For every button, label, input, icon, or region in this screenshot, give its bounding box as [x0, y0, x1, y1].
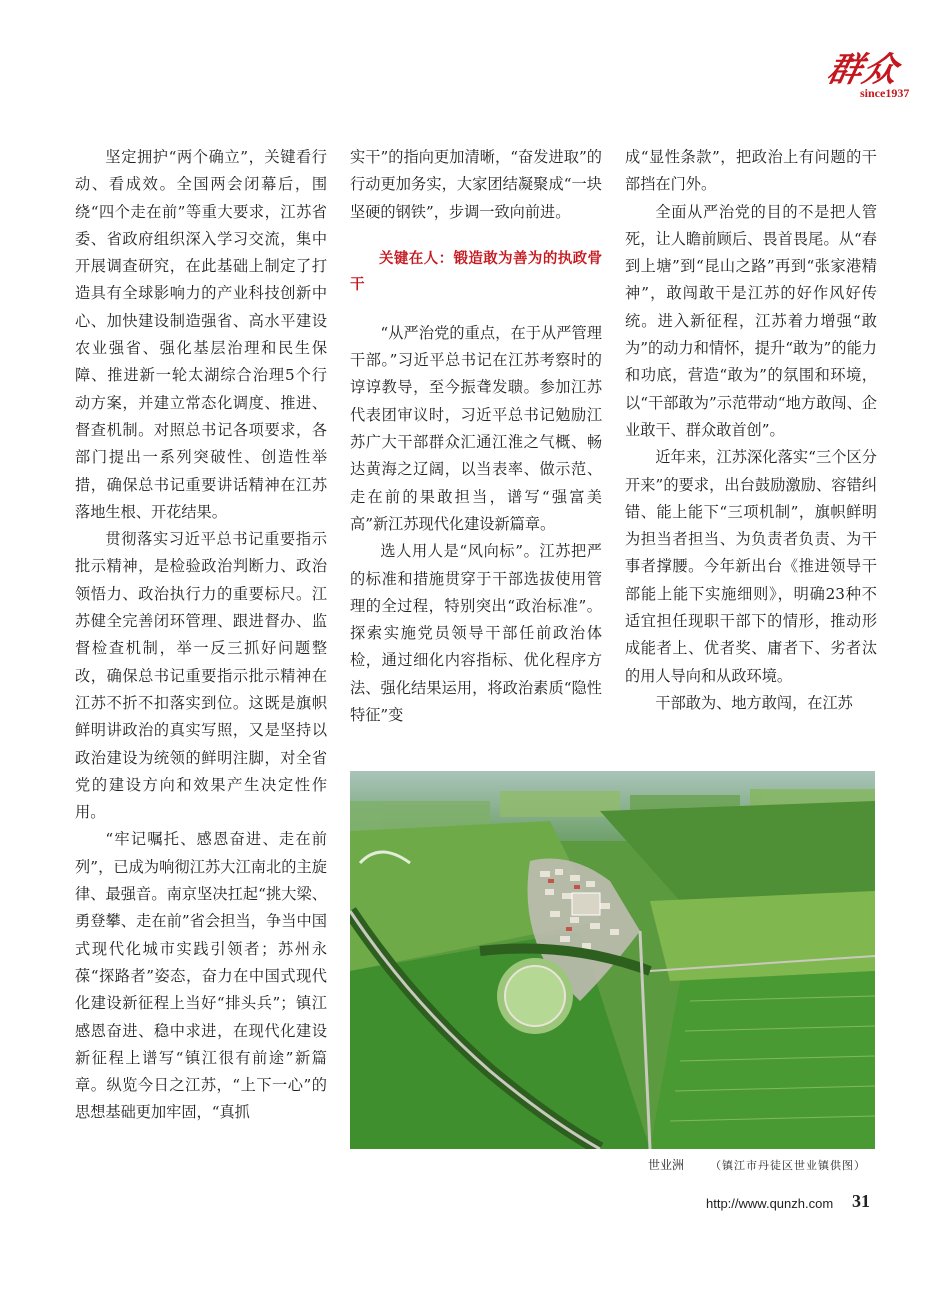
paragraph: 实干”的指向更加清晰，“奋发进取”的行动更加务实，大家团结凝聚成“一块坚硬的钢铁”，步调一致向前进。 — [350, 148, 602, 221]
paragraph: 全面从严治党的目的不是把人管死，让人瞻前顾后、畏首畏尾。从“春到上塘”到“昆山之路”再到“张家港精神”，敢闯敢干是江苏的好作风好传统。进入新征程，江苏着力增强“敢为”的动力和情怀，提升“敢为”的能力和功底，营造“敢为”的氛围和环境，以“干部敢为”示范带动“地方敢闯、企业敢干、群众敢首创”。 — [625, 202, 877, 439]
logo-since: since1937 — [860, 86, 910, 100]
article-column-2 — [350, 144, 602, 729]
paragraph: 干部敢为、地方敢闯，在江苏 — [655, 693, 853, 712]
paragraph: 成“显性条款”，把政治上有问题的干部挡在门外。 — [625, 148, 877, 194]
paragraph: “从严治党的重点，在于从严管理干部。”习近平总书记在江苏考察时的谆谆教导，至今振聋发聩。参加江苏代表团审议时，习近平总书记勉励江苏广大干部群众汇通江淮之气概、畅达黄海之辽阔，以当表率、做示范、走在前的果敢担当，谱写“强富美高”新江苏现代化建设新篇章。 — [350, 323, 602, 533]
caption-credit: （镇江市丹徒区世业镇供图） — [710, 1159, 867, 1172]
footer-url: http://www.qunzh.com — [706, 1196, 834, 1211]
paragraph: 贯彻落实习近平总书记重要指示批示精神，是检验政治判断力、政治领悟力、政治执行力的重要标尺。江苏健全完善闭环管理、跟进督办、监督检查机制，举一反三抓好问题整改，确保总书记重要指示批示精神在江苏不折不扣落实到位。这既是旗帜鲜明讲政治的真实写照，又是坚持以政治建设为统领的鲜明注脚，对全省党的建设方向和效果产生决定性作用。 — [75, 530, 327, 822]
paragraph: “牢记嘱托、感恩奋进、走在前列”，已成为响彻江苏大江南北的主旋律、最强音。南京坚决扛起“挑大梁、勇登攀、走在前”省会担当，争当中国式现代化城市实践引领者；苏州永葆“探路者”姿态，奋力在中国式现代化建设新征程上当好“排头兵”；镇江感恩奋进、稳中求进，在现代化建设新征程上谱写“镇江很有前途”新篇章。纵览今日之江苏，“上下一心”的思想基础更加牢固，“真抓 — [75, 830, 327, 1122]
paragraph: 坚定拥护“两个确立”，关键看行动、看成效。全国两会闭幕后，围绕“四个走在前”等重大要求，江苏省委、省政府组织深入学习交流，集中开展调查研究，在此基础上制定了打造具有全球影响力的产业科技创新中心、加快建设制造强省、高水平建设农业强省、强化基层治理和民生保障、推进新一轮太湖综合治理5个行动方案，并建立常态化调度、推进、督查机制。对照总书记各项要求，各部门提出一系列突破性、创造性举措，确保总书记重要讲话精神在江苏落地生根、开花结果。 — [75, 148, 327, 521]
masthead-logo — [823, 50, 920, 106]
aerial-photo — [350, 771, 875, 1149]
paragraph: 选人用人是“风向标”。江苏把严的标准和措施贯穿于干部选拔使用管理的全过程，特别突出“政治标准”。探索实施党员领导干部任前政治体检，通过细化内容指标、优化程序方法、强化结果运用，将政治素质“隐性特征”变 — [350, 542, 602, 725]
logo-text: 群众 — [823, 50, 903, 90]
caption-title: 世业洲 — [648, 1158, 685, 1172]
paragraph: 近年来，江苏深化落实“三个区分开来”的要求，出台鼓励激励、容错纠错、能上能下“三项机制”，旗帜鲜明为担当者担当、为负责者负责、为干事者撑腰。今年新出台《推进领导干部能上能下实施细则》，明确23种不适宜担任现职干部下的情形，推动形成能者上、优者奖、庸者下、劣者汰的用人导向和从政环境。 — [625, 448, 877, 685]
photo-caption — [648, 1156, 866, 1173]
page-number: 31 — [852, 1191, 870, 1211]
article-column-1 — [75, 144, 327, 1127]
article-column-3 — [625, 144, 877, 717]
aerial-photo-illustration — [350, 771, 875, 1149]
section-heading: 关键在人：锻造敢为善为的执政骨干 — [350, 250, 602, 293]
